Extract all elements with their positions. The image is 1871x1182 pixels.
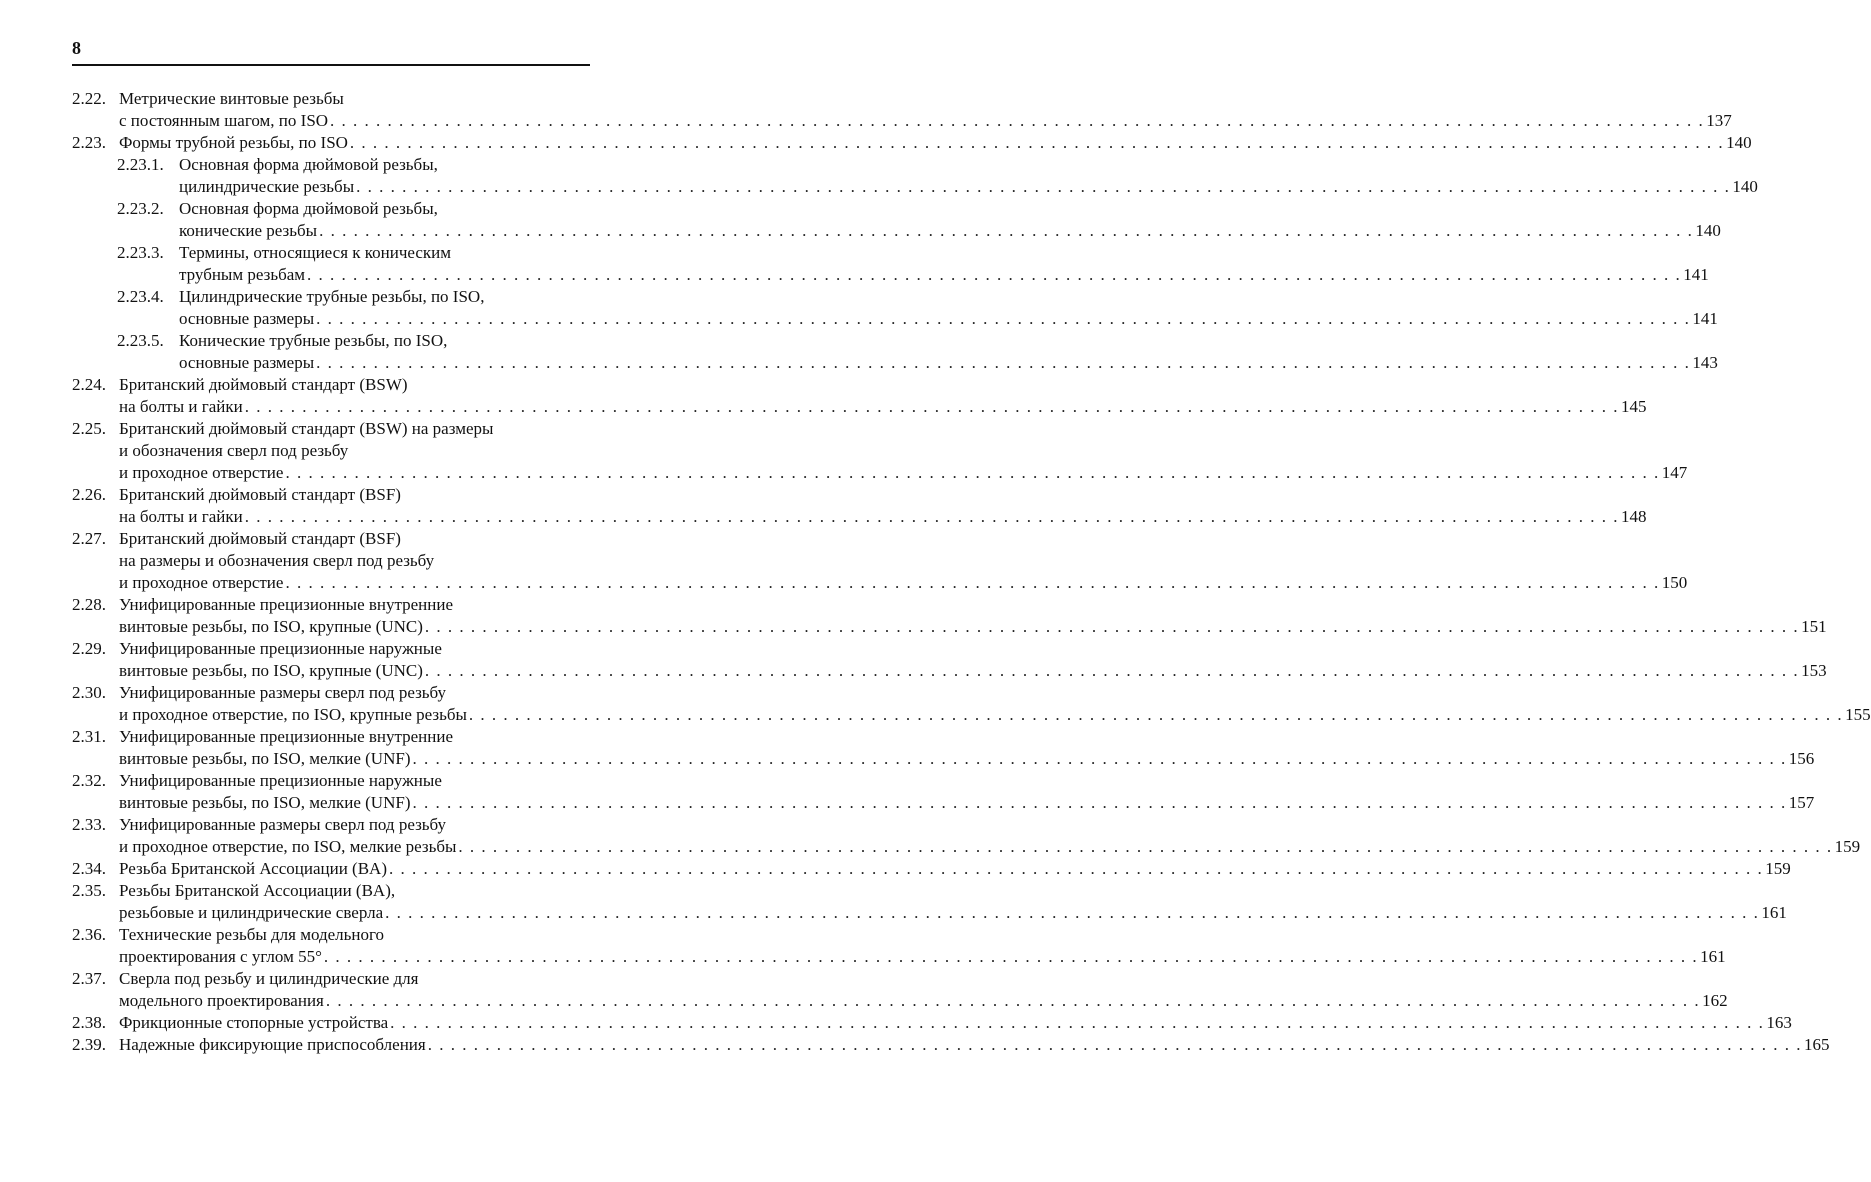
toc-entry: [72, 726, 1815, 770]
toc-entry-last-line: [119, 836, 1861, 858]
toc-entry-last-line: [119, 946, 1726, 968]
toc-entry-page: 156: [1788, 749, 1815, 768]
toc-entry-body: [119, 374, 1647, 418]
toc-entry: [72, 154, 1758, 198]
toc-entry-title-line: трубным резьбам: [179, 265, 306, 284]
toc-entry: [72, 594, 1827, 638]
toc-entry-number: 2.37.: [72, 969, 106, 988]
toc-entry-title-line: на болты и гайки: [119, 397, 243, 416]
toc-entry-body: [119, 726, 1815, 770]
toc-entry: [72, 528, 1688, 594]
toc-entry-title-line: основные размеры: [179, 309, 315, 328]
toc-entry-page: 155: [1845, 705, 1871, 724]
toc-entry-last-line: [119, 1034, 1830, 1056]
toc-entry-title-line: резьбовые и цилиндрические сверла: [119, 903, 384, 922]
toc-entry-body: [119, 770, 1815, 814]
toc-entry-title-line: Британский дюймовый стандарт (BSF): [119, 485, 401, 504]
dot-leader: . . . . . . . . . . . . . . . . . . . . . . . . . . . . . . . . . . . . . . . . . . . . . . . . . . . . . . . . . . . . . . . . . . . . . . . . . . . . . . . . . . . . . . . . . . . . . . . . . . . . . . . . . . . . . . . . . . . . . . . .: [319, 221, 1694, 240]
dot-leader: . . . . . . . . . . . . . . . . . . . . . . . . . . . . . . . . . . . . . . . . . . . . . . . . . . . . . . . . . . . . . . . . . . . . . . . . . . . . . . . . . . . . . . . . . . . . . . . . . . . . . . . . . . . . . . . . . . . . . . . .: [316, 309, 1691, 328]
dot-leader: . . . . . . . . . . . . . . . . . . . . . . . . . . . . . . . . . . . . . . . . . . . . . . . . . . . . . . . . . . . . . . . . . . . . . . . . . . . . . . . . . . . . . . . . . . . . . . . . . . . . . . . . . . . . . . . . . . . . . . . .: [323, 947, 1699, 966]
toc-entry-page: 140: [1726, 133, 1752, 152]
toc-entry-title-line: модельного проектирования: [119, 991, 324, 1010]
toc-entry-body: [119, 638, 1827, 682]
dot-leader: . . . . . . . . . . . . . . . . . . . . . . . . . . . . . . . . . . . . . . . . . . . . . . . . . . . . . . . . . . . . . . . . . . . . . . . . . . . . . . . . . . . . . . . . . . . . . . . . . . . . . . . . . . . . . . . . . . . . . . . .: [330, 111, 1705, 130]
dot-leader: . . . . . . . . . . . . . . . . . . . . . . . . . . . . . . . . . . . . . . . . . . . . . . . . . . . . . . . . . . . . . . . . . . . . . . . . . . . . . . . . . . . . . . . . . . . . . . . . . . . . . . . . . . . . . . . . . . . . . . . .: [458, 837, 1833, 856]
dot-leader: . . . . . . . . . . . . . . . . . . . . . . . . . . . . . . . . . . . . . . . . . . . . . . . . . . . . . . . . . . . . . . . . . . . . . . . . . . . . . . . . . . . . . . . . . . . . . . . . . . . . . . . . . . . . . . . . . . . . . . . .: [389, 859, 1764, 878]
toc-entry-title-line: Фрикционные стопорные устройства: [119, 1013, 389, 1032]
toc-entry-page: 141: [1683, 265, 1709, 284]
toc-entry-last-line: [119, 792, 1815, 814]
toc-entry-page: 137: [1706, 111, 1732, 130]
toc-entry-number: 2.30.: [72, 683, 106, 702]
toc-entry-last-line: [119, 110, 1732, 132]
toc-entry-page: 153: [1801, 661, 1827, 680]
toc-entry: [72, 1034, 1830, 1056]
dot-leader: . . . . . . . . . . . . . . . . . . . . . . . . . . . . . . . . . . . . . . . . . . . . . . . . . . . . . . . . . . . . . . . . . . . . . . . . . . . . . . . . . . . . . . . . . . . . . . . . . . . . . . . . . . . . . . . . . . . . . . . .: [390, 1013, 1765, 1032]
toc-entry-page: 145: [1620, 397, 1647, 416]
toc-entry: [72, 1012, 1792, 1034]
toc-entry-number: 2.33.: [72, 815, 106, 834]
toc-entry-title-line: и проходное отверстие: [119, 463, 284, 482]
dot-leader: . . . . . . . . . . . . . . . . . . . . . . . . . . . . . . . . . . . . . . . . . . . . . . . . . . . . . . . . . . . . . . . . . . . . . . . . . . . . . . . . . . . . . . . . . . . . . . . . . . . . . . . . . . . . . . . . . . . . . . . .: [424, 661, 1800, 680]
toc-entry-title-line: Британский дюймовый стандарт (BSF): [119, 529, 401, 548]
toc-entry-title-line: Цилиндрические трубные резьбы, по ISO,: [179, 287, 485, 306]
dot-leader: . . . . . . . . . . . . . . . . . . . . . . . . . . . . . . . . . . . . . . . . . . . . . . . . . . . . . . . . . . . . . . . . . . . . . . . . . . . . . . . . . . . . . . . . . . . . . . . . . . . . . . . . . . . . . . . . . . . . . . . .: [412, 749, 1787, 768]
toc-entry-title-line: Конические трубные резьбы, по ISO,: [179, 331, 448, 350]
dot-leader: . . . . . . . . . . . . . . . . . . . . . . . . . . . . . . . . . . . . . . . . . . . . . . . . . . . . . . . . . . . . . . . . . . . . . . . . . . . . . . . . . . . . . . . . . . . . . . . . . . . . . . . . . . . . . . . . . . . . . . . .: [285, 463, 1660, 482]
toc-entry: [72, 374, 1647, 418]
toc-entry-page: 140: [1732, 177, 1758, 196]
dot-leader: . . . . . . . . . . . . . . . . . . . . . . . . . . . . . . . . . . . . . . . . . . . . . . . . . . . . . . . . . . . . . . . . . . . . . . . . . . . . . . . . . . . . . . . . . . . . . . . . . . . . . . . . . . . . . . . . . . . . . . . .: [244, 507, 1619, 526]
toc-entry: [72, 924, 1726, 968]
toc-entry-page: 165: [1803, 1035, 1830, 1054]
toc-entry-body: [119, 528, 1688, 594]
page-number: 8: [72, 38, 81, 58]
toc-entry-number: 2.23.1.: [117, 155, 164, 174]
toc-entry-body: [119, 968, 1728, 1012]
toc-entry-number: 2.38.: [72, 1013, 106, 1032]
toc-entry: [72, 968, 1728, 1012]
toc-entry-body: [119, 132, 1752, 154]
toc-entry: [72, 682, 1871, 726]
toc-entry-title-line: и проходное отверстие, по ISO, мелкие резьбы: [119, 837, 457, 856]
toc-entry-title-line: винтовые резьбы, по ISO, мелкие (UNF): [119, 793, 411, 812]
toc-entry-title-line: Британский дюймовый стандарт (BSW): [119, 375, 408, 394]
toc-entry: [72, 858, 1791, 880]
toc-entry: [72, 418, 1688, 484]
toc-entry-last-line: [119, 616, 1827, 638]
toc-entry-title-line: Унифицированные прецизионные внутренние: [119, 595, 454, 614]
dot-leader: . . . . . . . . . . . . . . . . . . . . . . . . . . . . . . . . . . . . . . . . . . . . . . . . . . . . . . . . . . . . . . . . . . . . . . . . . . . . . . . . . . . . . . . . . . . . . . . . . . . . . . . . . . . . . . . . . . . . . . . .: [424, 617, 1800, 636]
toc-entry: [72, 638, 1827, 682]
toc-entry-body: [179, 154, 1758, 198]
toc-entry-last-line: [179, 264, 1709, 286]
toc-entry-last-line: [179, 220, 1721, 242]
toc-entry-last-line: [179, 308, 1718, 330]
toc-entry-number: 2.23.3.: [117, 243, 164, 262]
toc-entry-number: 2.39.: [72, 1035, 106, 1054]
toc-entry: [72, 770, 1815, 814]
toc-entry-last-line: [119, 858, 1791, 880]
toc-entry-number: 2.25.: [72, 419, 106, 438]
dot-leader: . . . . . . . . . . . . . . . . . . . . . . . . . . . . . . . . . . . . . . . . . . . . . . . . . . . . . . . . . . . . . . . . . . . . . . . . . . . . . . . . . . . . . . . . . . . . . . . . . . . . . . . . . . . . . . . . . . . . . . . .: [307, 265, 1682, 284]
toc-entry-number: 2.32.: [72, 771, 106, 790]
toc-entry-number: 2.29.: [72, 639, 106, 658]
toc-entry-number: 2.27.: [72, 529, 106, 548]
toc-entry-number: 2.22.: [72, 89, 106, 108]
toc-entry-page: 141: [1692, 309, 1718, 328]
toc-entry-title-line: Резьба Британской Ассоциации (BA): [119, 859, 387, 878]
toc-entry-last-line: [179, 176, 1758, 198]
toc-entry-page: 157: [1788, 793, 1815, 812]
toc-entry-page: 143: [1692, 353, 1718, 372]
toc-entry-last-line: [119, 506, 1647, 528]
dot-leader: . . . . . . . . . . . . . . . . . . . . . . . . . . . . . . . . . . . . . . . . . . . . . . . . . . . . . . . . . . . . . . . . . . . . . . . . . . . . . . . . . . . . . . . . . . . . . . . . . . . . . . . . . . . . . . . . . . . . . . . .: [349, 133, 1725, 152]
toc-entry-title-line: на размеры и обозначения сверл под резьбу: [119, 551, 435, 570]
toc-entry-title-line: Надежные фиксирующие приспособления: [119, 1035, 426, 1054]
toc-entry-body: [119, 858, 1791, 880]
toc-entry-number: 2.28.: [72, 595, 106, 614]
table-of-contents: [72, 88, 1871, 1056]
toc-entry-number: 2.23.5.: [117, 331, 164, 350]
toc-entry-page: 151: [1801, 617, 1827, 636]
toc-entry-title-line: Унифицированные размеры сверл под резьбу: [119, 683, 447, 702]
toc-entry-body: [179, 198, 1721, 242]
dot-leader: . . . . . . . . . . . . . . . . . . . . . . . . . . . . . . . . . . . . . . . . . . . . . . . . . . . . . . . . . . . . . . . . . . . . . . . . . . . . . . . . . . . . . . . . . . . . . . . . . . . . . . . . . . . . . . . . . . . . . . . .: [285, 573, 1660, 592]
toc-entry-last-line: [119, 660, 1827, 682]
toc-entry-title-line: Унифицированные прецизионные внутренние: [119, 727, 454, 746]
toc-entry-number: 2.24.: [72, 375, 106, 394]
header-rule: [72, 64, 590, 66]
toc-entry-body: [119, 1012, 1792, 1034]
toc-entry-body: [179, 286, 1718, 330]
toc-entry-page: 150: [1661, 573, 1688, 592]
toc-entry: [72, 484, 1647, 528]
toc-entry-title-line: на болты и гайки: [119, 507, 243, 526]
toc-entry: [72, 132, 1752, 154]
dot-leader: . . . . . . . . . . . . . . . . . . . . . . . . . . . . . . . . . . . . . . . . . . . . . . . . . . . . . . . . . . . . . . . . . . . . . . . . . . . . . . . . . . . . . . . . . . . . . . . . . . . . . . . . . . . . . . . . . . . . . . . .: [356, 177, 1731, 196]
toc-entry-last-line: [119, 132, 1752, 154]
toc-entry-body: [119, 1034, 1830, 1056]
dot-leader: . . . . . . . . . . . . . . . . . . . . . . . . . . . . . . . . . . . . . . . . . . . . . . . . . . . . . . . . . . . . . . . . . . . . . . . . . . . . . . . . . . . . . . . . . . . . . . . . . . . . . . . . . . . . . . . . . . . . . . . .: [325, 991, 1701, 1010]
toc-entry: [72, 198, 1721, 242]
toc-entry-number: 2.36.: [72, 925, 106, 944]
dot-leader: . . . . . . . . . . . . . . . . . . . . . . . . . . . . . . . . . . . . . . . . . . . . . . . . . . . . . . . . . . . . . . . . . . . . . . . . . . . . . . . . . . . . . . . . . . . . . . . . . . . . . . . . . . . . . . . . . . . . . . . .: [244, 397, 1619, 416]
toc-entry-page: 161: [1761, 903, 1787, 922]
toc-entry-title-line: цилиндрические резьбы: [179, 177, 355, 196]
toc-entry-page: 147: [1661, 463, 1688, 482]
toc-entry-last-line: [119, 990, 1728, 1012]
toc-entry-last-line: [119, 902, 1787, 924]
toc-entry-last-line: [119, 748, 1815, 770]
toc-entry: [72, 286, 1718, 330]
toc-entry-title-line: с постоянным шагом, по ISO: [119, 111, 329, 130]
dot-leader: . . . . . . . . . . . . . . . . . . . . . . . . . . . . . . . . . . . . . . . . . . . . . . . . . . . . . . . . . . . . . . . . . . . . . . . . . . . . . . . . . . . . . . . . . . . . . . . . . . . . . . . . . . . . . . . . . . . . . . . .: [385, 903, 1760, 922]
toc-entry-title-line: и проходное отверстие, по ISO, крупные резьбы: [119, 705, 467, 724]
toc-entry: [72, 814, 1861, 858]
toc-entry-title-line: и обозначения сверл под резьбу: [119, 441, 349, 460]
toc-entry-page: 140: [1695, 221, 1721, 240]
toc-entry-title-line: Резьбы Британской Ассоциации (BA),: [119, 881, 396, 900]
toc-entry-title-line: Термины, относящиеся к коническим: [179, 243, 452, 262]
toc-entry-title-line: винтовые резьбы, по ISO, крупные (UNC): [119, 617, 423, 636]
toc-entry-number: 2.34.: [72, 859, 106, 878]
dot-leader: . . . . . . . . . . . . . . . . . . . . . . . . . . . . . . . . . . . . . . . . . . . . . . . . . . . . . . . . . . . . . . . . . . . . . . . . . . . . . . . . . . . . . . . . . . . . . . . . . . . . . . . . . . . . . . . . . . . . . . . .: [316, 353, 1691, 372]
toc-entry-title-line: Унифицированные прецизионные наружные: [119, 771, 442, 790]
toc-entry-body: [119, 682, 1871, 726]
toc-entry-title-line: основные размеры: [179, 353, 315, 372]
toc-entry-title-line: и проходное отверстие: [119, 573, 284, 592]
toc-entry-title-line: Метрические винтовые резьбы: [119, 89, 344, 108]
toc-entry-number: 2.31.: [72, 727, 106, 746]
toc-entry-body: [179, 330, 1718, 374]
toc-entry-body: [119, 88, 1732, 132]
toc-entry-page: 148: [1620, 507, 1647, 526]
toc-entry-title-line: Технические резьбы для модельного: [119, 925, 385, 944]
toc-entry-title-line: винтовые резьбы, по ISO, крупные (UNC): [119, 661, 423, 680]
dot-leader: . . . . . . . . . . . . . . . . . . . . . . . . . . . . . . . . . . . . . . . . . . . . . . . . . . . . . . . . . . . . . . . . . . . . . . . . . . . . . . . . . . . . . . . . . . . . . . . . . . . . . . . . . . . . . . . . . . . . . . . .: [412, 793, 1787, 812]
toc-entry-page: 162: [1702, 991, 1728, 1010]
toc-entry-title-line: Сверла под резьбу и цилиндрические для: [119, 969, 419, 988]
toc-entry-title-line: конические резьбы: [179, 221, 318, 240]
toc-entry-page: 161: [1700, 947, 1726, 966]
toc-entry-last-line: [119, 396, 1647, 418]
toc-entry-page: 159: [1765, 859, 1791, 878]
toc-entry-title-line: Британский дюймовый стандарт (BSW) на размеры: [119, 419, 494, 438]
toc-entry-title-line: Основная форма дюймовой резьбы,: [179, 155, 438, 174]
toc-entry-title-line: проектирования с углом 55°: [119, 947, 322, 966]
toc-entry-body: [119, 594, 1827, 638]
toc-entry-page: 159: [1834, 837, 1861, 856]
toc-entry: [72, 880, 1787, 924]
toc-entry-last-line: [119, 462, 1688, 484]
toc-entry-body: [119, 814, 1861, 858]
toc-entry-number: 2.23.2.: [117, 199, 164, 218]
toc-entry-body: [119, 418, 1688, 484]
toc-entry-number: 2.35.: [72, 881, 106, 900]
toc-entry: [72, 330, 1718, 374]
toc-entry-number: 2.23.4.: [117, 287, 164, 306]
toc-entry-title-line: Формы трубной резьбы, по ISO: [119, 133, 348, 152]
toc-entry-body: [179, 242, 1709, 286]
toc-entry-title-line: Основная форма дюймовой резьбы,: [179, 199, 438, 218]
toc-entry-body: [119, 484, 1647, 528]
toc-entry-last-line: [119, 1012, 1792, 1034]
toc-entry-number: 2.26.: [72, 485, 106, 504]
toc-entry-body: [119, 880, 1787, 924]
toc-entry-number: 2.23.: [72, 133, 106, 152]
toc-entry-page: 163: [1766, 1013, 1792, 1032]
toc-entry: [72, 88, 1732, 132]
toc-entry-title-line: Унифицированные размеры сверл под резьбу: [119, 815, 447, 834]
toc-entry-title-line: винтовые резьбы, по ISO, мелкие (UNF): [119, 749, 411, 768]
toc-entry-last-line: [119, 704, 1871, 726]
toc-entry-body: [119, 924, 1726, 968]
toc-entry-last-line: [179, 352, 1718, 374]
dot-leader: . . . . . . . . . . . . . . . . . . . . . . . . . . . . . . . . . . . . . . . . . . . . . . . . . . . . . . . . . . . . . . . . . . . . . . . . . . . . . . . . . . . . . . . . . . . . . . . . . . . . . . . . . . . . . . . . . . . . . . . .: [427, 1035, 1802, 1054]
toc-entry-title-line: Унифицированные прецизионные наружные: [119, 639, 442, 658]
toc-entry-last-line: [119, 572, 1688, 594]
dot-leader: . . . . . . . . . . . . . . . . . . . . . . . . . . . . . . . . . . . . . . . . . . . . . . . . . . . . . . . . . . . . . . . . . . . . . . . . . . . . . . . . . . . . . . . . . . . . . . . . . . . . . . . . . . . . . . . . . . . . . . . .: [468, 705, 1844, 724]
toc-entry: [72, 242, 1709, 286]
